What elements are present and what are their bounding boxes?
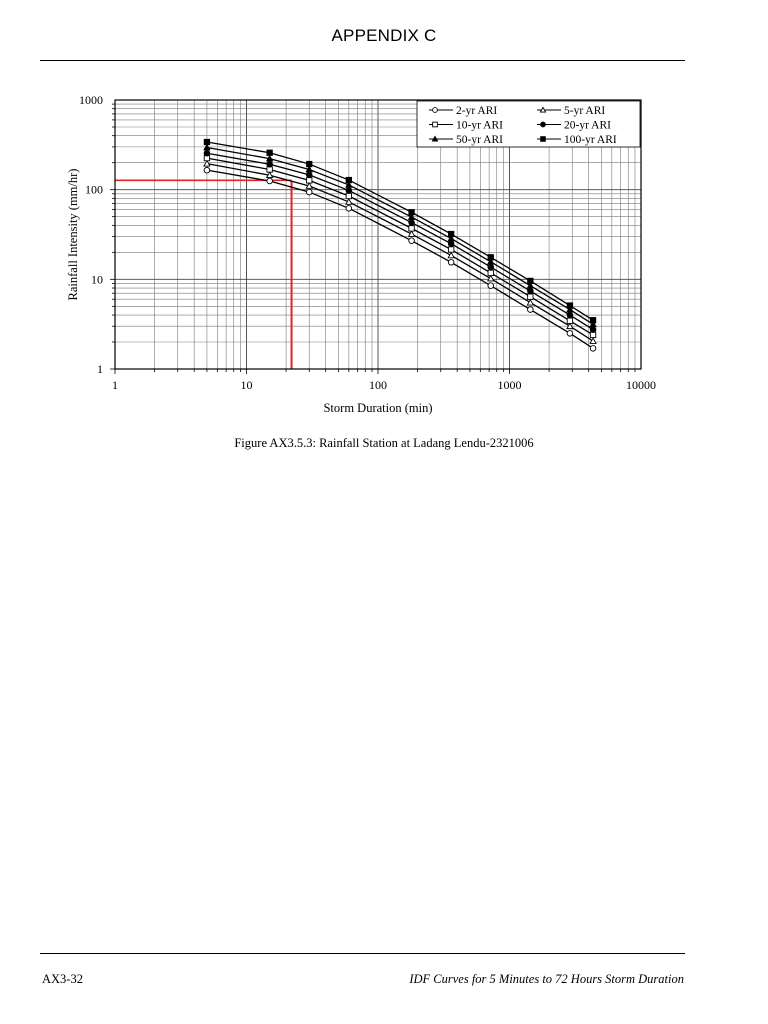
- data-point: [448, 231, 453, 236]
- legend-swatch-marker: [433, 108, 438, 113]
- reference-lines: [115, 180, 292, 369]
- data-point: [448, 259, 454, 265]
- legend-label: 10-yr ARI: [456, 119, 503, 132]
- data-point: [307, 178, 312, 183]
- y-tick-label: 1: [97, 362, 103, 376]
- data-point: [488, 255, 493, 260]
- idf-chart: [0, 80, 768, 425]
- legend-label: 2-yr ARI: [456, 105, 498, 117]
- data-point: [528, 278, 533, 283]
- data-point: [346, 177, 351, 182]
- data-point: [409, 220, 415, 226]
- data-point: [567, 312, 573, 318]
- y-tick-label: 10: [91, 272, 103, 287]
- chart-legend: [417, 101, 640, 147]
- series-10-yr-ari: [204, 155, 596, 337]
- data-point: [346, 205, 352, 211]
- data-point: [267, 161, 273, 167]
- data-point: [267, 178, 273, 184]
- legend-label: 50-yr ARI: [456, 134, 503, 146]
- data-point: [590, 346, 596, 352]
- header-rule: [40, 60, 685, 61]
- legend-swatch-marker: [541, 137, 546, 142]
- data-point: [204, 167, 210, 173]
- data-point: [409, 231, 415, 236]
- data-point: [267, 150, 272, 155]
- data-point: [204, 139, 209, 144]
- x-tick-label: 10000: [626, 378, 656, 392]
- footer-page-number: AX3-32: [42, 972, 83, 986]
- page-header-title: APPENDIX C: [331, 26, 437, 45]
- x-tick-label: 1000: [497, 378, 522, 392]
- x-tick-label: 10: [240, 378, 253, 392]
- x-tick-label: 1: [112, 378, 118, 392]
- data-point: [267, 167, 272, 172]
- x-tick-label: 100: [369, 378, 387, 392]
- data-point: [488, 283, 494, 289]
- data-point: [567, 303, 572, 308]
- data-point: [567, 331, 573, 337]
- x-axis-label: Storm Duration (min): [323, 401, 433, 415]
- legend-swatch-marker: [541, 122, 546, 127]
- y-tick-label: 100: [85, 182, 103, 197]
- data-point: [346, 193, 351, 198]
- data-point: [488, 264, 494, 270]
- series-line: [207, 170, 593, 348]
- data-point: [528, 307, 534, 313]
- series-line: [207, 158, 593, 335]
- data-point: [204, 150, 210, 156]
- legend-label: 20-yr ARI: [564, 119, 611, 132]
- footer-running-title: IDF Curves for 5 Minutes to 72 Hours Storm Duration: [409, 972, 684, 986]
- y-tick-label: 1000: [79, 93, 103, 107]
- data-point: [409, 210, 414, 215]
- data-point: [448, 241, 454, 247]
- data-point: [528, 294, 533, 299]
- data-point: [567, 318, 572, 323]
- data-point: [527, 300, 533, 305]
- data-point: [409, 238, 415, 244]
- data-point: [346, 188, 352, 194]
- series-20-yr-ari: [204, 150, 596, 332]
- data-point: [528, 288, 534, 294]
- data-point: [448, 252, 454, 257]
- y-axis-label: Rainfall Intensity (mm/hr): [66, 168, 80, 301]
- data-point: [590, 332, 595, 337]
- data-point: [409, 226, 414, 231]
- legend-label: 100-yr ARI: [564, 134, 617, 146]
- data-point: [488, 270, 493, 275]
- data-point: [306, 172, 312, 178]
- data-point: [448, 247, 453, 252]
- data-point: [488, 276, 494, 281]
- data-point: [306, 189, 312, 195]
- chart-series: [204, 139, 596, 351]
- data-point: [307, 161, 312, 166]
- figure-caption: Figure AX3.5.3: Rainfall Station at Ladang Lendu-2321006: [234, 436, 534, 450]
- series-2-yr-ari: [204, 167, 596, 351]
- data-point: [590, 338, 596, 343]
- data-point: [204, 161, 210, 166]
- data-point: [590, 318, 595, 323]
- data-point: [204, 145, 210, 150]
- data-point: [590, 327, 596, 333]
- legend-swatch-marker: [433, 122, 438, 127]
- footer-rule: [40, 953, 685, 954]
- legend-label: 5-yr ARI: [564, 105, 606, 117]
